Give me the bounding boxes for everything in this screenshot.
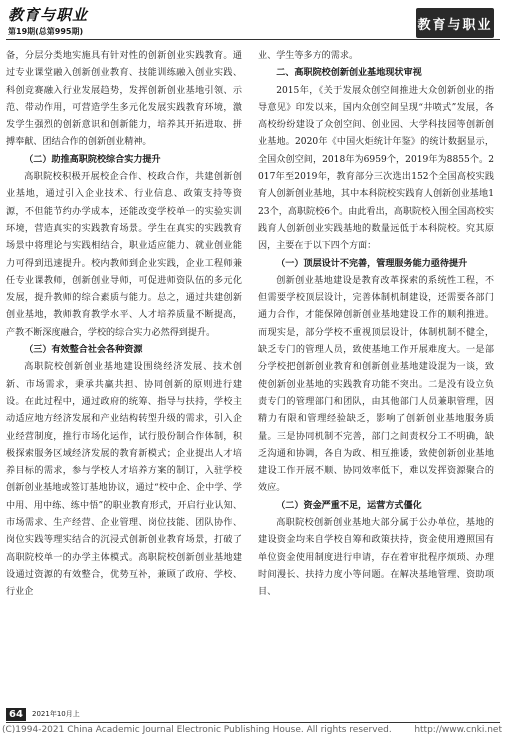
issue-date: 2021年10月上 [32, 710, 80, 718]
footer-rule [6, 722, 500, 723]
copyright-text: (C)1994-2021 China Academic Journal Electronic Publishing House. All rights reserved. [2, 725, 392, 735]
paragraph: 高职院校积极开展校企合作、校政合作，共建创新创业基地，通过引入企业技术、行业信息、政策支持等资源，不但能节约办学成本，还能改变学校单一的实验实训环境，营造真实的实践教育场景。学生在真实的实践教育场景中将理论与实践相结合，职业适应能力、就业创业能力可得到迅速提升。校内教师到企业实践，企业工程师兼任专业课教师，创新创业导师，可促进师资队伍的多元化发展，提升教师的综合素质与能力。总之，通过共建创新创业基地，教师教育教学水平、人才培养质量不断提高，产教不断深度融合，学校的综合实力必然得到提升。 [6, 172, 242, 338]
right-column [258, 48, 494, 696]
section-heading: （三）有效整合社会各种资源 [24, 345, 143, 356]
copyright-line [2, 725, 502, 735]
left-column [6, 48, 242, 696]
paragraph: 业、学生等多方的需求。 [258, 51, 359, 61]
section-heading: （二）资金严重不足，运营方式僵化 [276, 500, 422, 511]
paragraph: 高职院校创新创业基地大部分属于公办单位，基地的建设资金均来自学校自筹和政策扶持，资金使用遵照国有单位资金使用制度进行申请，存在着审批程序烦琐、办理时间漫长、扶持力度小等问题。在解决基地管理、资助项目、 [258, 518, 494, 598]
paragraph: 备，分层分类地实施具有针对性的创新创业实践教育。通过专业课堂融入创新创业教育、技能训练融入创业实践、科创竞赛融入行业发展趋势，发挥创新创业基地引领、示范、带动作用，可营造学生多元化发展实践教育环境，激发学生强烈的创新意识和创新能力，培养其开拓进取、拼搏奉献、团结合作的创新创业精神。 [6, 51, 242, 148]
section-heading: 二、高职院校创新创业基地现状审视 [276, 68, 422, 79]
cnki-link[interactable]: http://www.cnki.net [414, 725, 502, 735]
page-header [6, 4, 500, 42]
section-heading: （二）助推高职院校综合实力提升 [24, 154, 161, 165]
paragraph: 创新创业基地建设是教育改革探索的系统性工程，不但需要学校顶层设计，完善体制机制建设，还需要各部门通力合作，才能保障创新创业基地建设工作的顺利推进。而现实是，部分学校不重视顶层设计，体制机制不健全，缺乏专门的管理人员，致使基地工作开展难度大。一是部分学校把创新创业教育和创新创业基地建设混为一谈，致使创新创业基地的实践教育功能不突出。二是没有设立负责专门的管理部门和团队，由其他部门人员兼职管理，因精力有限和管理经验缺乏，影响了创新创业基地服务质量。三是协同机制不完善，部门之间责权分工不明确，缺乏沟通和协调，各自为政、相互推诿，致使创新创业基地建设工作开展不顺、协同效率低下，难以发挥资源聚合的效应。 [258, 275, 494, 494]
journal-badge [416, 8, 494, 38]
header-rule [6, 39, 500, 40]
paragraph: 高职院校创新创业基地建设围绕经济发展、技术创新、市场需求，秉承共赢共担、协同创新的原则进行建设。在此过程中，通过政府的统筹、指导与扶持，学校主动适应地方经济发展和产业结构转型升级的需求，引入企业经营制度，推行市场化运作，试行股份制合作体制，积极探索服务区域经济发展的教育新模式；企业提出人才培养目标的需求，参与学校人才培养方案的制订，入驻学校创新创业基地或签订基地协议，通过“校中企、企中学、学中用、用中练、练中悟”的职业教育形式，开启行业认知、市场需求、生产经营、企业管理、岗位技能、团队协作、岗位实践等理实结合的沉浸式创新创业教育场景，打破了高职院校单一的办学主体模式。高职院校创新创业基地建设通过资源的有效整合，优势互补，兼顾了政府、学校、行业企 [6, 362, 242, 598]
journal-badge-text: 教育与职业 [417, 17, 493, 33]
journal-logo: 教育与职业 [8, 6, 89, 24]
page-footer [2, 708, 502, 738]
page-number: 64 [6, 708, 26, 721]
paragraph: 2015年，《关于发展众创空间推进大众创新创业的指导意见》印发以来，国内众创空间呈现“井喷式”发展，各高校纷纷建设了众创空间、创业园、大学科技园等创新创业基地。2020年《中国火炬统计年鉴》的统计数据显示，全国众创空间，2018年为6959个，2019年为8855个。2017年至2019年，教育部分三次选出152个全国高校实践育人创新创业基地，其中本科院校实践育人创新创业基地123个，高职院校6个。由此看出，高职院校入围全国高校实践育人创新创业实践基地的数量远低于本科院校。究其原因，主要在于以下四个方面： [258, 85, 494, 252]
section-heading: （一）顶层设计不完善，管理服务能力亟待提升 [276, 258, 468, 269]
issue-number: 第19期(总第995期) [8, 27, 84, 36]
